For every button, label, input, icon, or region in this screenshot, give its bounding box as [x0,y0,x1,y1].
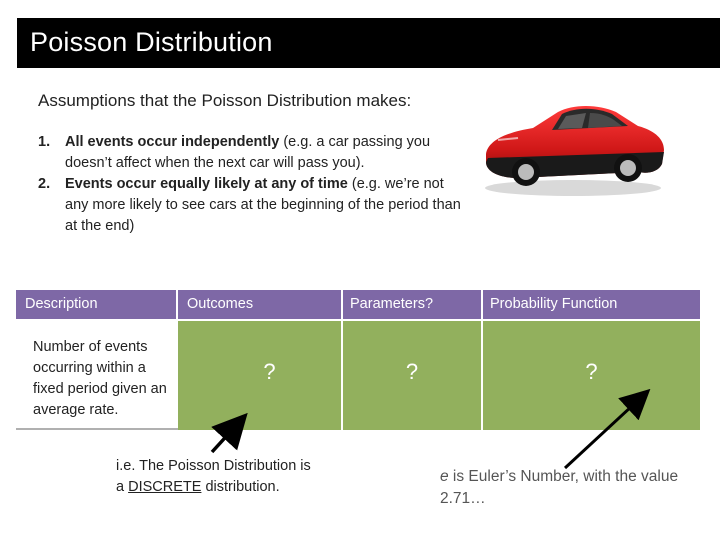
assumptions-list [38,132,468,237]
cell-parameters [343,321,483,430]
red-sports-car-image [478,92,668,202]
title-bar [17,18,720,68]
assumption-number: 2. [38,176,51,192]
parameters-placeholder: ? [405,359,419,384]
probability-function-placeholder: ? [585,359,598,384]
note-underlined: DISCRETE [128,479,202,495]
assumption-bold-text: Events occur equally likely at any of time [65,176,348,192]
euler-note [440,466,680,510]
note-suffix: distribution. [201,479,280,495]
page-title: Poisson Distribution [30,27,273,57]
header-parameters: Parameters? [343,290,483,319]
distribution-table [16,290,700,430]
euler-variable: e [440,468,449,485]
cell-probability-function [483,321,700,430]
cell-description [16,321,178,430]
note-prefix: i.e. The Poisson Distribution is a [116,458,311,495]
header-description: Description [16,290,178,319]
cell-outcomes [178,321,343,430]
assumption-text: (e.g. we’re not any more likely to see cars at the beginning of the period than at the end) [65,176,461,234]
assumptions-heading: Assumptions that the Poisson Distribution makes: [38,91,412,110]
assumption-item-1 [38,132,468,174]
assumption-bold-text: All events occur independently [65,134,280,150]
discrete-note [116,456,316,498]
assumption-item-2 [38,174,468,237]
assumption-number: 1. [38,134,51,150]
description-text: Number of events occurring within a fixed period given an average rate. [33,339,167,418]
assumption-text: (e.g. a car passing you doesn’t affect when the next car will pass you). [65,134,431,171]
header-probability-function: Probability Function [483,290,700,319]
euler-text: is Euler’s Number, with the value 2.71… [440,468,679,507]
header-outcomes: Outcomes [178,290,343,319]
outcomes-placeholder: ? [263,359,276,384]
